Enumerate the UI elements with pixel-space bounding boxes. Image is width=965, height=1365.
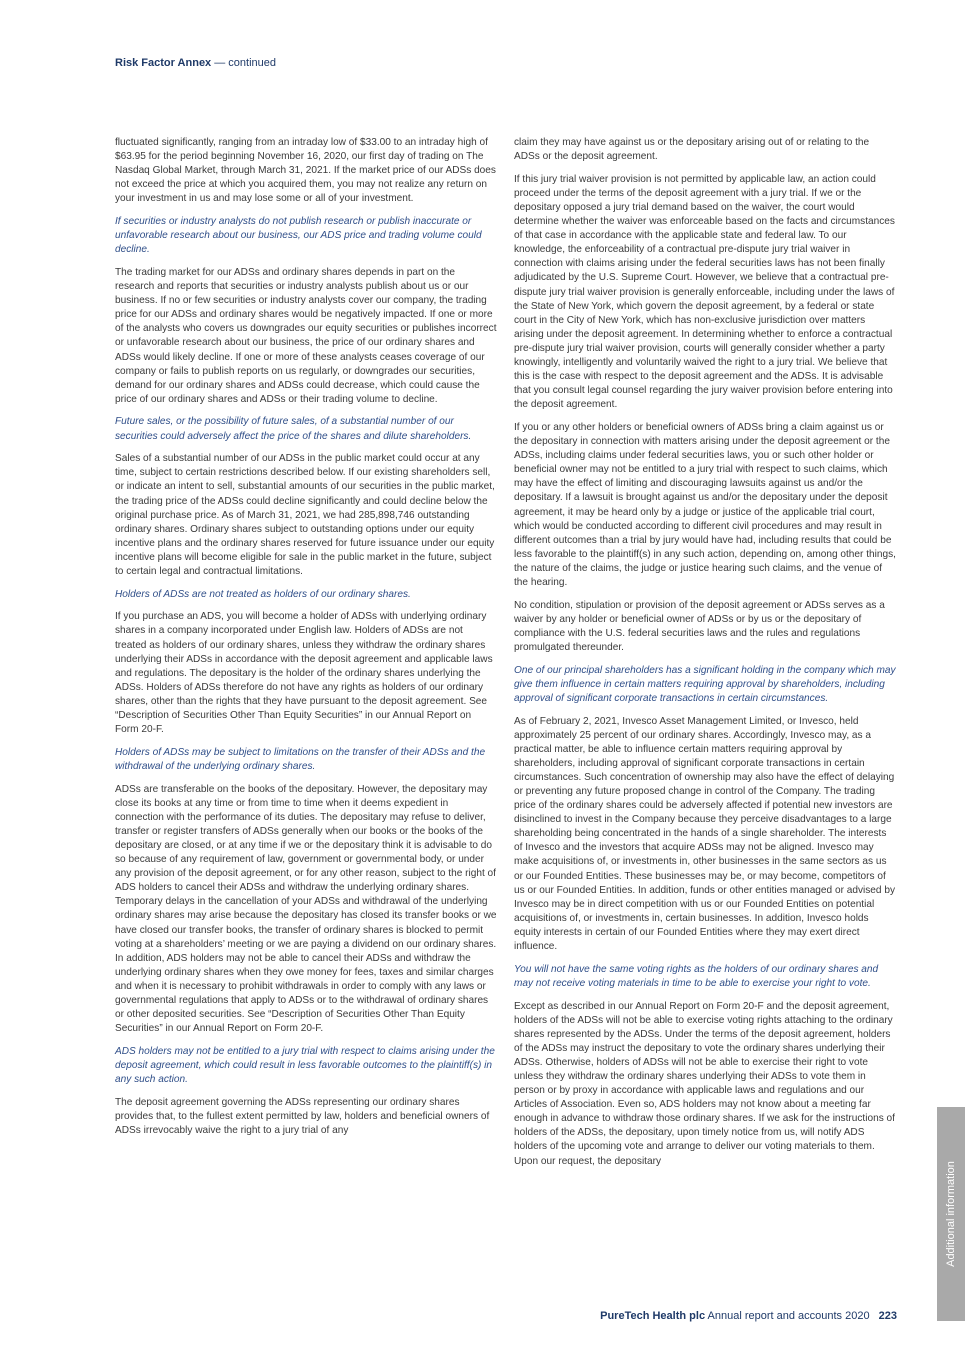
side-tab[interactable]	[937, 1107, 965, 1321]
body-paragraph: The trading market for our ADSs and ordinary shares depends in part on the research and reports that securities or industry analysts publish about us or our business. If no or few securities or industry analysts cover our company, the trading price for our ADSs and ordinary shares would be negatively impacted. If one or more of the analysts who covers us downgrades our equity securities or publishes incorrect or unfavorable research about our business, the price of our ordinary shares and ADSs would likely decline. If one or more of these analysts ceases coverage of our company or fails to publish reports on us regularly, or downgrades our securities, demand for our ordinary shares and ADSs could decrease, which could cause the price of our ordinary shares and ADSs or their trading volume to decline.	[115, 266, 497, 405]
body-paragraph: No condition, stipulation or provision of the deposit agreement or ADSs serves as a waiver by any holder or beneficial owner of ADSs or by us or the depositary of compliance with the U.S. federal securities laws and the rules and regulations promulgated thereunder.	[514, 599, 885, 653]
page-number: 223	[878, 1310, 897, 1322]
risk-subheading: ADS holders may not be entitled to a jury trial with respect to claims arising under the deposit agreement, which could result in less favorable outcomes to the plaintiff(s) in any such action.	[115, 1045, 495, 1086]
running-header	[115, 57, 276, 69]
body-paragraph: ADSs are transferable on the books of the depositary. However, the depositary may close its books at any time or from time to time when it deems expedient in connection with the performance of its duties. The depositary may refuse to deliver, transfer or register transfers of ADSs generally when our books or the books of the depositary are closed, or at any time if we or the depositary think it is advisable to do so because of any requirement of law, government or governmental body, or under any provision of the deposit agreement, or for any other reason, subject to the right of ADS holders to cancel their ADSs and withdraw the underlying ordinary shares. Temporary delays in the cancellation of your ADSs and withdrawal of the underlying ordinary shares may arise because the depositary has closed its transfer books or we have closed our transfer books, the transfer of ordinary shares is blocked to permit voting at a shareholders’ meeting or we are paying a dividend on our ordinary shares. In addition, ADS holders may not be able to cancel their ADSs and withdraw the underlying ordinary shares when they owe money for fees, taxes and similar charges and when it is necessary to prohibit withdrawals in order to comply with any laws or governmental regulations that apply to ADSs or to the withdrawal of ordinary shares or other deposited securities. See “Description of Securities Other Than Equity Securities” in our Annual Report on Form 20-F.	[115, 783, 497, 1035]
risk-subheading: Future sales, or the possibility of future sales, of a substantial number of our securities could adversely affect the price of the shares and dilute shareholders.	[115, 416, 472, 442]
section-title: Risk Factor Annex	[115, 57, 212, 69]
page-footer	[600, 1310, 897, 1322]
risk-subheading: Holders of ADSs may be subject to limitations on the transfer of their ADSs and the withdrawal of the underlying ordinary shares.	[115, 746, 486, 772]
side-tab-label: Additional information	[945, 1161, 957, 1267]
body-paragraph: claim they may have against us or the depositary arising out of or relating to the ADSs or the deposit agreement.	[514, 137, 870, 163]
body-paragraph: The deposit agreement governing the ADSs representing our ordinary shares provides that, to the fullest extent permitted by law, holders and beneficial owners of ADSs irrevocably waive the right to a jury trial of any	[115, 1096, 490, 1136]
footer-company: PureTech Health plc	[600, 1310, 706, 1322]
body-paragraph: If this jury trial waiver provision is not permitted by applicable law, an action could proceed under the terms of the deposit agreement with a jury trial. If we or the depositary opposed a jury trial demand based on the waiver, the court would determine whether the waiver was enforceable based on the facts and circumstances of that case in accordance with the applicable state and federal law. To our knowledge, the enforceability of a contractual pre-dispute jury trial waiver in connection with claims arising under the federal securities laws has not been finally adjudicated by the U.S. Supreme Court. However, we believe that a contractual pre-dispute jury trial waiver provision is generally enforceable, including under the laws of the State of New York, which govern the deposit agreement, by a federal or state court in the City of New York, which has non-exclusive jurisdiction over matters arising under the deposit agreement. In determining whether to enforce a contractual pre-dispute jury trial waiver provision, courts will generally consider whether a party knowingly, intelligently and voluntarily waived the right to a jury trial. We believe that this is the case with respect to the deposit agreement and the ADSs. It is advisable that you consult legal counsel regarding the jury waiver provision before entering into the deposit agreement.	[514, 173, 895, 411]
risk-subheading: Holders of ADSs are not treated as holders of our ordinary shares.	[115, 588, 411, 600]
footer-report-title: Annual report and accounts 2020	[707, 1310, 870, 1322]
left-column	[115, 136, 497, 1147]
risk-subheading: One of our principal shareholders has a significant holding in the company which may give them influence in certain matters requiring approval by shareholders, including approval of significant corporate transactions in certain circumstances.	[514, 664, 896, 704]
body-paragraph: Except as described in our Annual Report on Form 20-F and the deposit agreement, holders of the ADSs will not be able to exercise voting rights attaching to the ordinary shares represented by the ADSs. Under the terms of the deposit agreement, holders of the ADSs may instruct the depositary to vote the ordinary shares underlying their ADSs. Otherwise, holders of ADSs will not be able to exercise their right to vote unless they withdraw the ordinary shares underlying their ADSs to vote them in person or by proxy in accordance with applicable laws and regulations and our Articles of Association. Even so, ADS holders may not know about a meeting far enough in advance to withdraw those ordinary shares. If we ask for the instructions of holders of the ADSs, the depositary, upon timely notice from us, will notify ADS holders of the upcoming vote and arrange to deliver our voting materials to them. Upon our request, the depositary	[514, 1000, 895, 1167]
section-continued: — continued	[214, 57, 277, 69]
body-paragraph: If you or any other holders or beneficial owners of ADSs bring a claim against us or the depositary in connection with matters arising under the deposit agreement or the ADSs, including claims under federal securities laws, you or such other holder or beneficial owner may not be entitled to a jury trial with respect to such claims, which may have the effect of limiting and discouraging lawsuits against us and/or the depositary. If a lawsuit is brought against us and/or the depositary under the deposit agreement, it may be heard only by a judge or justice of the applicable trial court, which would be conducted according to different civil procedures and may result in different outcomes than a trial by jury would have had, including results that could be less favorable to the plaintiff(s) in any such action, depending on, among other things, the nature of the claims, the judge or justice hearing such claims, and the venue of the hearing.	[514, 421, 896, 588]
body-paragraph: If you purchase an ADS, you will become a holder of ADSs with underlying ordinary shares in a company incorporated under English law. Holders of ADSs are not treated as holders of our ordinary shares, unless they withdraw the ordinary shares underlying their ADSs in accordance with the deposit agreement and applicable laws and regulations. The depositary is the holder of the ordinary shares underlying the ADSs. Holders of ADSs therefore do not have any rights as holders of our ordinary shares, other than the rights that they have pursuant to the deposit agreement. See “Description of Securities Other Than Equity Securities” in our Annual Report on Form 20-F.	[115, 611, 493, 736]
risk-subheading: You will not have the same voting rights as the holders of our ordinary shares and may not receive voting materials in time to be able to exercise your right to vote.	[514, 963, 879, 989]
body-paragraph: Sales of a substantial number of our ADSs in the public market could occur at any time, subject to certain restrictions described below. If our existing shareholders sell, or indicate an intent to sell, substantial amounts of our securities in the public market, the trading price of the ADSs could decline significantly and could decline below the original purchase price. As of March 31, 2021, we had 285,898,746 outstanding ordinary shares. Ordinary shares subject to outstanding options under our equity incentive plans and the ordinary shares reserved for future issuance under our equity incentive plans will become eligible for sale in the public market in the future, subject to certain legal and contractual limitations.	[115, 453, 495, 577]
body-paragraph: fluctuated significantly, ranging from an intraday low of $33.00 to an intraday high of $63.95 for the period beginning November 16, 2020, our first day of trading on The Nasdaq Global Market, through March 31, 2021. If the market price of our ADSs does not exceed the price at which you acquired them, you may not realize any return on your investment in us and may lose some or all of your investment.	[115, 137, 496, 205]
risk-subheading: If securities or industry analysts do not publish research or publish inaccurate or unfavorable research about our business, our ADS price and trading volume could decline.	[115, 216, 482, 256]
right-column	[514, 136, 896, 1177]
body-paragraph: As of February 2, 2021, Invesco Asset Management Limited, or Invesco, held approximately 25 percent of our ordinary shares. Accordingly, Invesco may, as a practical matter, be able to influence certain matters requiring approval by shareholders, including approval of significant corporate transactions in certain circumstances. Such concentration of ownership may also have the effect of delaying or preventing any future proposed change in control of the Company. The trading price of the ordinary shares could be adversely affected if potential new investors are disinclined to invest in the Company because they perceive disadvantages to a large shareholding being concentrated in the hands of a single shareholder. The interests of Invesco and the investors that acquire ADSs may not be aligned. Invesco may make acquisitions of, or investments in, other businesses in the same sectors as us or our Founded Entities. These businesses may be, or may become, competitors of us or our Founded Entities. In addition, funds or other entities managed or advised by Invesco may be in direct competition with us or our Founded Entities on potential acquisitions of, or investments in, certain businesses. In addition, Invesco holds equity interests in certain of our Founded Entities where they may exert direct influence.	[514, 715, 895, 953]
